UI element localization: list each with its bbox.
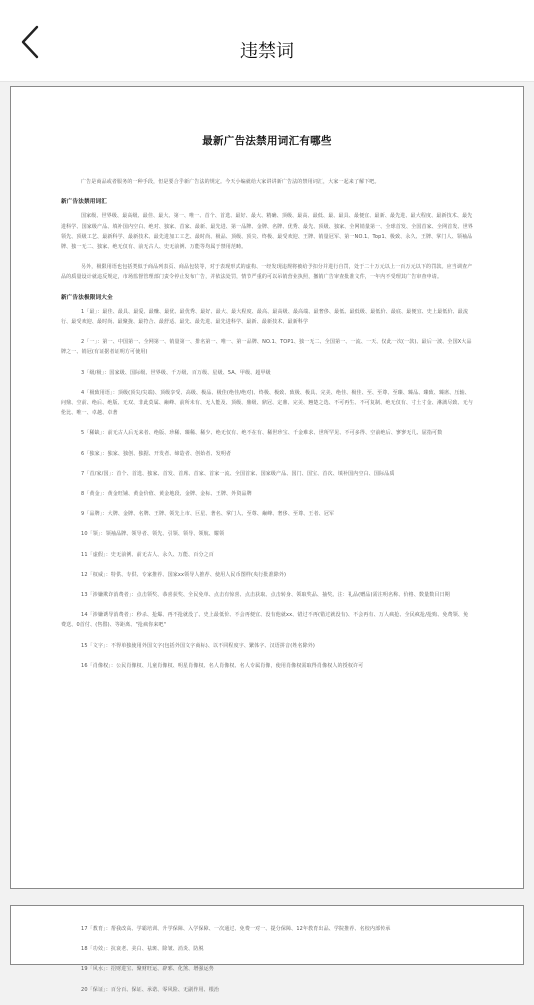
paragraph: 14「涉嫌诱导消费者」：秒杀、抢爆、再不抢就没了、史上最低价、不会再便宜、没有他就xx、错过不再(错过就没有)、不会再有、万人疯抢、全民疯抢/抢购、免费领、免费送、0首付、(售罄)、等距离、"抢疯你来吧"	[61, 612, 469, 629]
paragraph: 5「稀缺」：前无古人后无来者、绝版、珍稀、臻稀、稀少、绝无仅有、绝不在有、稀世珍宝、千金难求、世所罕见、不可多得、空前绝后、寥寥无几、屈指可数	[81, 430, 443, 437]
document-body-continued	[61, 924, 473, 1005]
paragraph: 17「教育」：帮我改高、学霸培训、升学保障、入学保障、一次通过、免费一对一、提分保障、12年教育出品、学院推荐、名校内部传承	[81, 926, 391, 932]
paragraph: 1「最」：最佳、最具、最爱、最赚、最优、最优秀、最好、最大、最大程度、最高、最高级、最高端、最奢侈、最低、最低级、最低价、最底、最便宜、史上最低价、最流行、最受欢迎、最时尚、最聚拢、最符合、最舒适、最先、最先进、最先进科学、最新、最新技术、最新科学	[61, 308, 469, 326]
paragraph: 8「黄金」：黄金旺铺、黄金价值、黄金地段、金牌、金标、王牌、外资品牌	[81, 491, 252, 498]
document-page-2	[10, 905, 524, 993]
paragraph: 7「首/家/国」：首个、首选、独家、首发、首席、首家、首家一流、全国首家、国家级产品、国门、国宝、首次、填补国内空白、国际品质	[81, 470, 395, 477]
paragraph: 6「独家」：独家、独创、独据、开发者、缔造者、创始者、发明者	[81, 450, 232, 457]
paragraph: 广告是商品或者服务的一种手段，但是要合乎新广告法的规定。今天小编就给大家讲讲新广告法的禁用词汇，大家一起来了解下吧。	[81, 179, 380, 185]
navigation-bar	[0, 0, 534, 82]
paragraph: 11「虚假」：史无前例、前无古人、永久、万能、百分之百	[81, 551, 214, 558]
document-body	[61, 177, 473, 681]
section-heading: 新广告法极限词大全	[61, 294, 113, 301]
paragraph: 2「一」：第一、中国第一、全网第一、销量第一、排名第一、唯一、第一品牌、NO.1、TOP1、独一无二、全国第一、一流、一天、仅此一次(一款)、最后一波、全国X大品牌之一、销冠(有证据者证明方可使用)	[61, 339, 472, 356]
section-heading: 新广告法禁用词汇	[61, 199, 107, 206]
document-page-1	[10, 86, 524, 889]
paragraph: 4「极致用语」：顶级(顶尖/尖端)、顶级享受、高级、极品、极佳(绝佳/绝对)、终极、极致、致极、极具、完美、绝佳、极佳、至、至尊、至臻、臻品、臻致、臻席、压轴、问鼎、空前、绝后、绝版、无双、非此莫属、巅峰、前所未有、无人能及、顶级、鼎级、鼎冠、定鼎、完美、翘楚之选、不可再生、不可复制、绝无仅有、寸土寸金、淋漓尽致、无与伦比、唯一、卓越、卓著	[61, 389, 474, 417]
paragraph: 国家级、世界级、最高级、最佳、最大、第一、唯一、首个、首选、最好、最大、精确、顶级、最高、最低、最、最具、最便宜、最新、最先进、最大程度、最新技术、最先进科学、国家级产品、填补国内空白、绝对、独家、首家、最新、最先进、第一品牌、金牌、名牌、优秀、最先、顶级、独家、全网销量第一、全球首发、全国首家、全网首发、世界领先、顶级工艺、最新科学、最新技术、最先进加工工艺、最时尚、极品、顶级、顶尖、终极、最受欢迎、王牌、销量冠军、第一NO.1、Top1、极致、永久、王牌、掌门人、领袖品牌、独一无二、独家、绝无仅有、前无古人、史无前例、万能等均属于禁用范畴。	[61, 213, 474, 251]
paragraph: 19「风水」：招财进宝、聚财旺运、辟邪、化煞、增强运势	[81, 966, 214, 973]
paragraph: 12「权威」：特供、专供、专家推荐、国家xx领导人推荐、使用人民币图样(央行批准除外)	[81, 571, 287, 578]
paragraph: 10「领」：领袖品牌、领导者、领先、引领、领导、领航、耀领	[81, 531, 225, 538]
document-title: 最新广告法禁用词汇有哪些	[202, 135, 332, 147]
paragraph: 9「品牌」：大牌、金牌、名牌、王牌、领先上市、巨星、著名、掌门人、至尊、巅峰、奢侈、至尊、王者、冠军	[81, 511, 335, 518]
paragraph: 16「肖像权」：公民肖像权、儿童肖像权、明星肖像权、名人肖像权、名人专属肖像，使用肖像权需取得肖像权人的授权许可	[81, 662, 364, 669]
paragraph: 另外，极限用语也包括类似于商品列表页、商品包装等，对于表现形式的虚构、一经发现违规将被给予扣分并进行自罚，处于二十万元以上一百万元以下的罚款。应当调查产品的质量设计就违反规定，市场监督管理部门责令停止发布广告，并依法处罚，情节严重的可以吊销营业执照，撤销广告审查批准文件，一年内不受理其广告审查申请。	[61, 264, 473, 281]
paragraph: 18「功效」：抗衰老、美白、祛斑、除皱、消炎、防脱	[81, 946, 204, 953]
paragraph: 3「级/极」：国家级、国际级、世界级、千万级、百万级、星级、5A、甲级、超甲级	[81, 369, 271, 376]
paragraph: 13「涉嫌欺诈消费者」：点击领奖、恭喜获奖、全民免单、点击有惊喜、点击获取、点击转身、领取奖品、抽奖。注：礼品(赠品)需注明名称、价格、数量数目日期	[81, 592, 450, 599]
paragraph: 20「保证」：百分百、保证、承诺、零风险、无副作用、根治	[81, 986, 220, 993]
page-title: 违禁词	[240, 41, 294, 62]
paragraph: 15「文字」：不得单独使用外国文字(包括外国文字商标)、以不同程度字、繁体字、汉语拼音(姓名除外)	[81, 642, 316, 649]
